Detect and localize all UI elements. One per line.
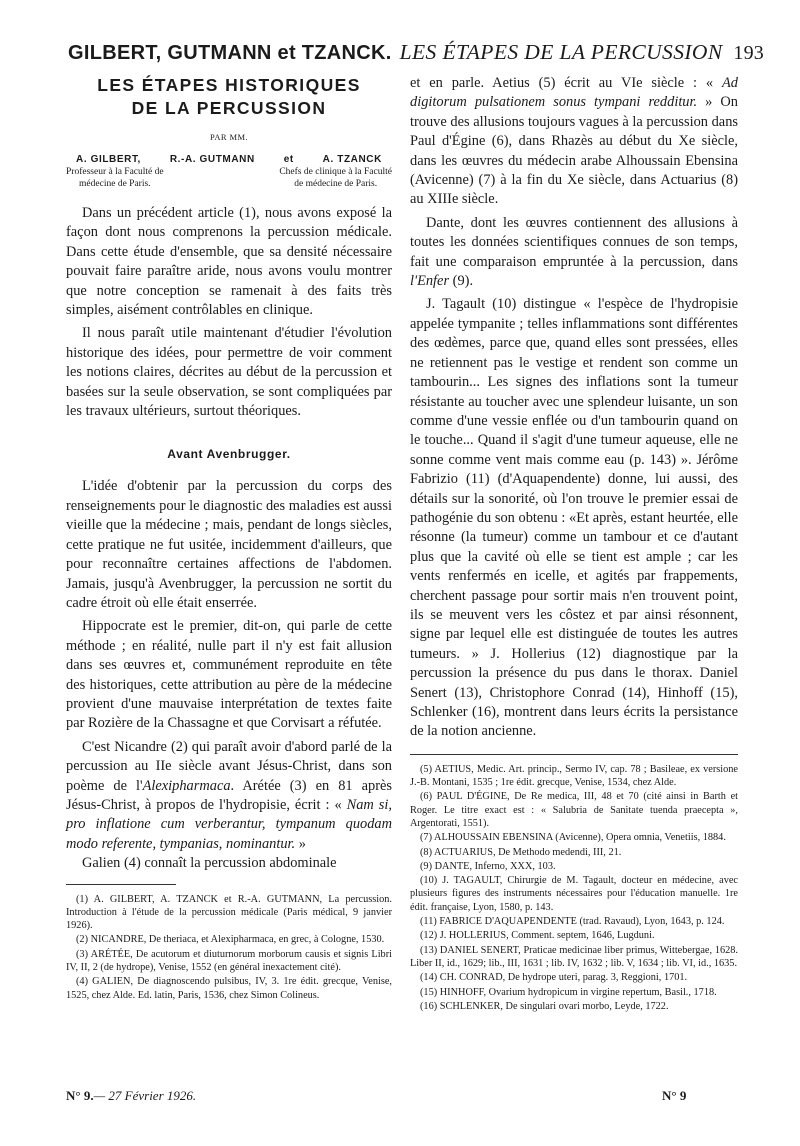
footnote-14: (14) CH. CONRAD, De hydrope uteri, parag. 3, Reggioni, 1701.	[420, 972, 688, 984]
paragraph-evolution: Il nous paraît utile maintenant d'étudier l'évolution historique des idées, pour permettre de voir comment les notions claires, décrites au début de la percussion et basées sur la seule observation, se sont compliquées par les travaux ultérieurs, surtout théoriques.	[66, 325, 392, 420]
footer-issue	[66, 1088, 392, 1104]
affiliation-gilbert-line-1: Professeur à la Faculté de	[66, 167, 164, 177]
left-column	[66, 74, 392, 1003]
footnote-11: (11) FABRICE D'AQUAPENDENTE (trad. Ravaud), Lyon, 1643, p. 124.	[420, 916, 725, 928]
paragraph-tagault: J. Tagault (10) distingue « l'espèce de l'hydropisie appelée tympanite ; telles inflammations sont différentes des œdèmes, parce que, quand elles sont pressées, elles ne retiennent pas le vestige et rendent son comme un tambourin... Les signes des inflations sont la tumeur résistante au toucher avec une splendeur luisante, un son comme d'une vessie enflée ou d'un tambourin quand on le touche... Quand il s'agit d'une tumeur aqueuse, elle ne sonne comme vent mais comme eau (p. 143) ». Jérôme Fabrizio (11) (d'Aquapendente) donne, lui aussi, des détails sur la sonorité, où l'on trouve le premier essai de pathogénie du son obtenu : «Et après, estant heurtée, elle résonne (la tumeur) comme un tambour et ce d'autant plus que la cavité où elle se tient est ample ; car les vents renfermés en icelle, et agités par frappements, cherchent passage pour sortir mais n'en trouvent point, ils se meuvent vers les côstez et par ainsi résonnent, signe par lequel elle est distinguée de toutes les autres tumeurs. » J. Hollerius (12) diagnostique par la percussion la présence du pus dans le thorax. Daniel Senert (13), Christophore Conrad (14), Hinhoff (15), Schlenker (16), montrent dans leurs écrits la persistance de la notion ancienne.	[410, 296, 738, 740]
running-head-title: LES ÉTAPES DE LA PERCUSSION	[399, 40, 723, 64]
aetius-text-2: » On trouve des allusions toujours vagues à la percussion dans Paul d'Égine (6), dans Rhazès au début du Xe siècle, dans les œuvres du médecin arabe Alhoussain Ebensina (Avicenne) (7) à la fin du Xe siècle, dans Actuarius (8) au XIIIe siècle.	[410, 94, 738, 208]
article-title-line-1: LES ÉTAPES HISTORIQUES	[97, 75, 361, 95]
footer-issue-number-right: N° 9	[662, 1088, 687, 1103]
affiliation-chefs-line-2: de médecine de Paris.	[294, 178, 378, 189]
enfer-title: l'Enfer	[410, 273, 450, 290]
footnote-rule-right	[410, 754, 738, 755]
right-column	[410, 74, 738, 1014]
paragraph-nicandre	[66, 738, 392, 854]
footnote-5: (5) AETIUS, Medic. Art. princip., Sermo IV, cap. 78 ; Basileae, ex versione J.-B. Montani, 1535 ; 1re édit. grecque, Venise, 1534, chez Alde.	[410, 763, 738, 789]
paragraph-aetius	[410, 74, 738, 210]
affiliation-gilbert-line-2: médecine de Paris.	[79, 178, 151, 189]
footnote-2: (2) NICANDRE, De theriaca, et Alexipharmaca, en grec, à Cologne, 1530.	[76, 934, 385, 946]
footnote-9: (9) DANTE, Inferno, XXX, 103.	[420, 860, 556, 872]
page-number: 193	[733, 42, 764, 64]
aetius-quote: Ad digitorum pulsationem sonus tympani redditur.	[410, 75, 738, 111]
section-heading-avant-avenbrugger: Avant Avenbrugger.	[167, 447, 291, 462]
paragraph-intro: Dans un précédent article (1), nous avons exposé la façon dont nous comprenons la percussion médicale. Dans cette étude d'ensemble, que sa densité nécessaire pouvait faire paraître aride, nous avons voulu montrer que notre conception se ramenait à des faits très simples, aisément contrôlables en clinique.	[66, 205, 392, 319]
footnote-rule	[66, 884, 176, 885]
footnote-1: (1) A. GILBERT, A. TZANCK et R.-A. GUTMANN, La percussion. Introduction à l'étude de la percussion médicale (Paris médical, 9 janvier 1926).	[66, 893, 392, 932]
paragraph-dante	[410, 214, 738, 292]
paragraph-idee: L'idée d'obtenir par la percussion du corps des renseignements pour le diagnostic des maladies est aussi vieille que la médecine ; mais, pendant de longs siècles, cette pratique ne fut usitée, incidemment d'ailleurs, que pour reconnaître certaines affections de l'abdomen. Jamais, jusqu'à Avenbrugger, la percussion ne sortit du cadre étroit où elle était enserrée.	[66, 478, 392, 611]
footnote-13: (13) DANIEL SENERT, Praticae medicinae liber primus, Wittebergae, 1628. Liber II, id., 1629; lib., III, 1631 ; lib. IV, 1632 ; lib. V, 1634 ; lib. VI, id., 1635.	[410, 944, 738, 969]
byline-par: PAR MM.	[210, 132, 248, 142]
nicandre-text-1: C'est Nicandre (2) qui paraît avoir d'abord parlé de la percussion au IIe siècle avant Jésus-Christ, dans son poème de l'	[66, 738, 392, 794]
footnote-16: (16) SCHLENKER, De singulari ovari morbo, Leyde, 1722.	[420, 1000, 669, 1012]
footnote-4: (4) GALIEN, De diagnoscendo pulsibus, IV, 3. 1re édit. grecque, Venise, 1525, chez Alde. Ed. latin, Paris, 1536, chez Simon Colineus.	[66, 976, 392, 1001]
dante-text-1: Dante, dont les œuvres contiennent des allusions à toutes les données scientifiques connues de son temps, fait une comparaison empruntée à la percussion, dans	[410, 214, 738, 270]
footer-issue-right	[662, 1088, 686, 1104]
aretee-quote: Nam si, pro inflatione cum verberantur, tympanum quodam modo referente, tympanias, nominantur.	[66, 796, 392, 852]
footnote-7: (7) ALHOUSSAIN EBENSINA (Avicenne), Opera omnia, Venetiis, 1884.	[420, 832, 726, 844]
affiliation-gilbert	[66, 167, 164, 190]
nicandre-text-3: »	[295, 835, 306, 852]
aetius-text-1: et en parle. Aetius (5) écrit au VIe siècle : «	[410, 75, 722, 91]
paragraph-galien: Galien (4) connaît la percussion abdominale	[82, 855, 337, 872]
article-title	[66, 74, 392, 120]
authors-row	[66, 154, 392, 165]
footnote-8: (8) ACTUARIUS, De Methodo medendi, III, 21.	[420, 846, 622, 858]
author-gilbert: A. GILBERT,	[76, 154, 141, 165]
footnote-3: (3) ARÉTÉE, De acutorum et diuturnorum morborum causis et signis Libri IV, II, 2 (de hydrope), Venise, 1552 (en général inexactement cité).	[66, 948, 392, 974]
footnote-12: (12) J. HOLLERIUS, Comment. septem, 1646, Lugduni.	[420, 930, 655, 942]
author-conjunction: et	[283, 154, 294, 165]
nicandre-text-2: . Arétée (3) en 81 après Jésus-Christ, à propos de l'hydropisie, écrit : «	[66, 777, 392, 813]
footer-issue-number: N° 9.	[66, 1088, 94, 1103]
author-gutmann: R.-A. GUTMANN	[169, 154, 255, 165]
affiliations-row	[66, 167, 392, 190]
footnote-10: (10) J. TAGAULT, Chirurgie de M. Tagault, docteur en médecine, avec plusieurs figures des instruments nécessaires pour l'éducation manuelle. 1re édit. française, Lyon, 1580, p. 143.	[410, 875, 738, 913]
footnote-15: (15) HINHOFF, Ovarium hydropicum in virgine repertum, Basil., 1718.	[420, 986, 717, 998]
affiliation-chefs-line-1: Chefs de clinique à la Faculté	[279, 167, 392, 177]
footnote-6: (6) PAUL D'ÉGINE, De Re medica, III, 48 et 70 (cité ainsi in Barth et Roger. Le titre exact est : « Salubria de Sanitate tuenda praecepta », Argentorati, 1551).	[410, 791, 738, 829]
alexipharmaca-title: Alexipharmaca	[142, 777, 231, 794]
article-title-line-2: DE LA PERCUSSION	[131, 98, 327, 118]
author-tzanck: A. TZANCK	[322, 154, 382, 165]
footer-date: — 27 Février 1926.	[93, 1088, 197, 1103]
paragraph-hippocrate: Hippocrate est le premier, dit-on, qui parle de cette méthode ; en réalité, nulle part il n'y est fait allusion dans ses œuvres et, communément reproduite en tête des historiques, cette attribution au père de la médecine provient d'une mauvaise interprétation de textes faite par Rozière de la Chassagne et que Corvisart a réfutée.	[66, 618, 392, 732]
running-head-authors: GILBERT, GUTMANN et TZANCK.	[68, 42, 392, 64]
dante-text-2: (9).	[449, 273, 474, 290]
affiliation-gutmann-tzanck	[279, 167, 392, 190]
running-head	[68, 40, 764, 65]
